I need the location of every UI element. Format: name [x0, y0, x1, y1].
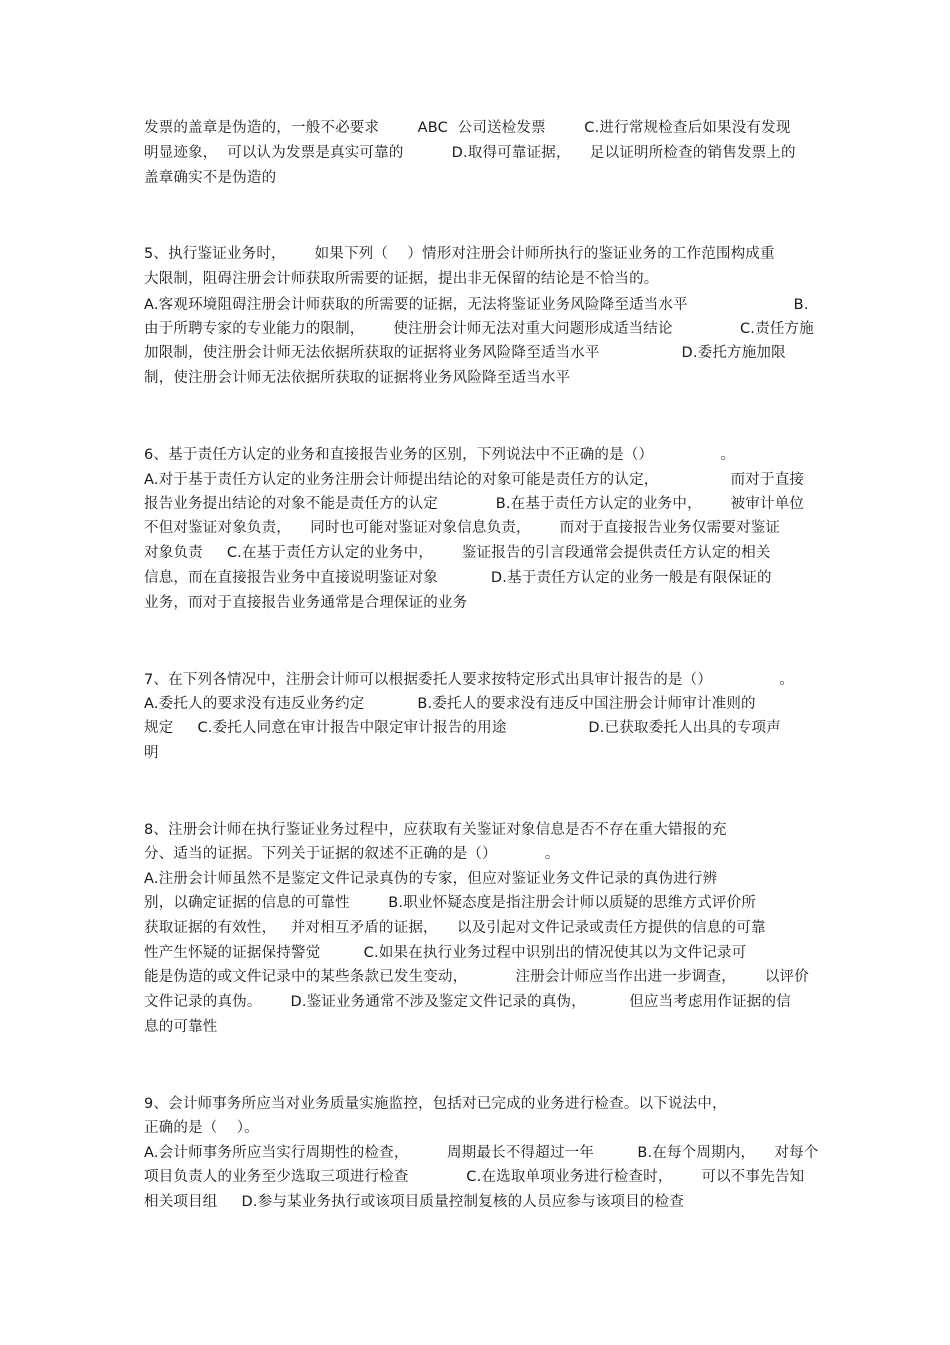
text-line: A.客观环境阻碍注册会计师获取的所需要的证据，无法将鉴证业务风险降至适当水平 B.: [144, 297, 809, 313]
text-line: 发票的盖章是伪造的，一般不必要求 ABC 公司送检发票 C.进行常规检查后如果没有发现: [144, 120, 791, 136]
question-9-stem: 9、会计师事务所应当对业务质量实施监控，包括对已完成的业务进行检查。以下说法中，: [144, 1096, 727, 1112]
text-line: A.会计师事务所应当实行周期性的检查， 周期最长不得超过一年 B.在每个周期内， 对每个: [144, 1145, 819, 1161]
question-5-stem: 5、执行鉴证业务时， 如果下列（ ）情形对注册会计师所执行的鉴证业务的工作范围构成重: [144, 246, 775, 262]
text-line: 明显迹象， 可以认为发票是真实可靠的 D.取得可靠证据， 足以证明所检查的销售发票上的: [144, 145, 796, 161]
text-line: 加限制，使注册会计师无法依据所获取的证据将业务风险降至适当水平 D.委托方施加限: [144, 345, 786, 361]
text-line: 明: [144, 745, 159, 761]
text-line: A.对于基于责任方认定的业务注册会计师提出结论的对象可能是责任方的认定， 而对于直接: [144, 472, 805, 488]
text-line: 能是伪造的或文件记录中的某些条款已发生变动， 注册会计师应当作出进一步调查， 以评价: [144, 969, 809, 985]
text-line: 正确的是（ ）。: [144, 1120, 259, 1136]
text-line: 别，以确定证据的信息的可靠性 B.职业怀疑态度是指注册会计师以质疑的思维方式评价所: [144, 895, 757, 911]
question-6-stem: 6、基于责任方认定的业务和直接报告业务的区别，下列说法中不正确的是（） 。: [144, 447, 736, 463]
text-line: 信息，而在直接报告业务中直接说明鉴证对象 D.基于责任方认定的业务一般是有限保证的: [144, 570, 772, 586]
text-line: 报告业务提出结论的对象不能是责任方的认定 B.在基于责任方认定的业务中， 被审计单位: [144, 496, 805, 512]
question-7-stem: 7、在下列各情况中，注册会计师可以根据委托人要求按特定形式出具审计报告的是（） 。: [144, 672, 795, 688]
text-line: 性产生怀疑的证据保持警觉 C.如果在执行业务过程中识别出的情况使其以为文件记录可: [144, 945, 747, 961]
text-line: 对象负责 C.在基于责任方认定的业务中， 鉴证报告的引言段通常会提供责任方认定的相关: [144, 545, 771, 561]
text-line: A.委托人的要求没有违反业务约定 B.委托人的要求没有违反中国注册会计师审计准则的: [144, 696, 756, 712]
text-line: 文件记录的真伪。 D.鉴证业务通常不涉及鉴定文件记录的真伪， 但应当考虑用作证据的信: [144, 994, 791, 1010]
text-line: A.注册会计师虽然不是鉴定文件记录真伪的专家，但应对鉴证业务文件记录的真伪进行辨: [144, 871, 718, 887]
text-line: 分、适当的证据。下列关于证据的叙述不正确的是（） 。: [144, 846, 560, 862]
text-line: 大限制，阻碍注册会计师获取所需要的证据，提出非无保留的结论是不恰当的。: [144, 271, 659, 287]
text-line: 业务，而对于直接报告业务通常是合理保证的业务: [144, 595, 468, 611]
text-line: 不但对鉴证对象负责， 同时也可能对鉴证对象信息负责， 而对于直接报告业务仅需要对鉴证: [144, 520, 781, 536]
text-line: 息的可靠性: [144, 1019, 218, 1035]
text-line: 项目负责人的业务至少选取三项进行检查 C.在选取单项业务进行检查时， 可以不事先告知: [144, 1169, 805, 1185]
text-line: 获取证据的有效性， 并对相互矛盾的证据， 以及引起对文件记录或责任方提供的信息的可靠: [144, 920, 766, 936]
question-8-stem: 8、注册会计师在执行鉴证业务过程中，应获取有关鉴证对象信息是否不存在重大错报的充: [144, 822, 727, 838]
text-line: 由于所聘专家的专业能力的限制， 使注册会计师无法对重大问题形成适当结论 C.责任方施: [144, 321, 814, 337]
text-line: 制，使注册会计师无法依据所获取的证据将业务风险降至适当水平: [144, 370, 571, 386]
text-line: 相关项目组 D.参与某业务执行或该项目质量控制复核的人员应参与该项目的检查: [144, 1194, 685, 1210]
text-line: 规定 C.委托人同意在审计报告中限定审计报告的用途 D.已获取委托人出具的专项声: [144, 720, 781, 736]
text-line: 盖章确实不是伪造的: [144, 170, 277, 186]
